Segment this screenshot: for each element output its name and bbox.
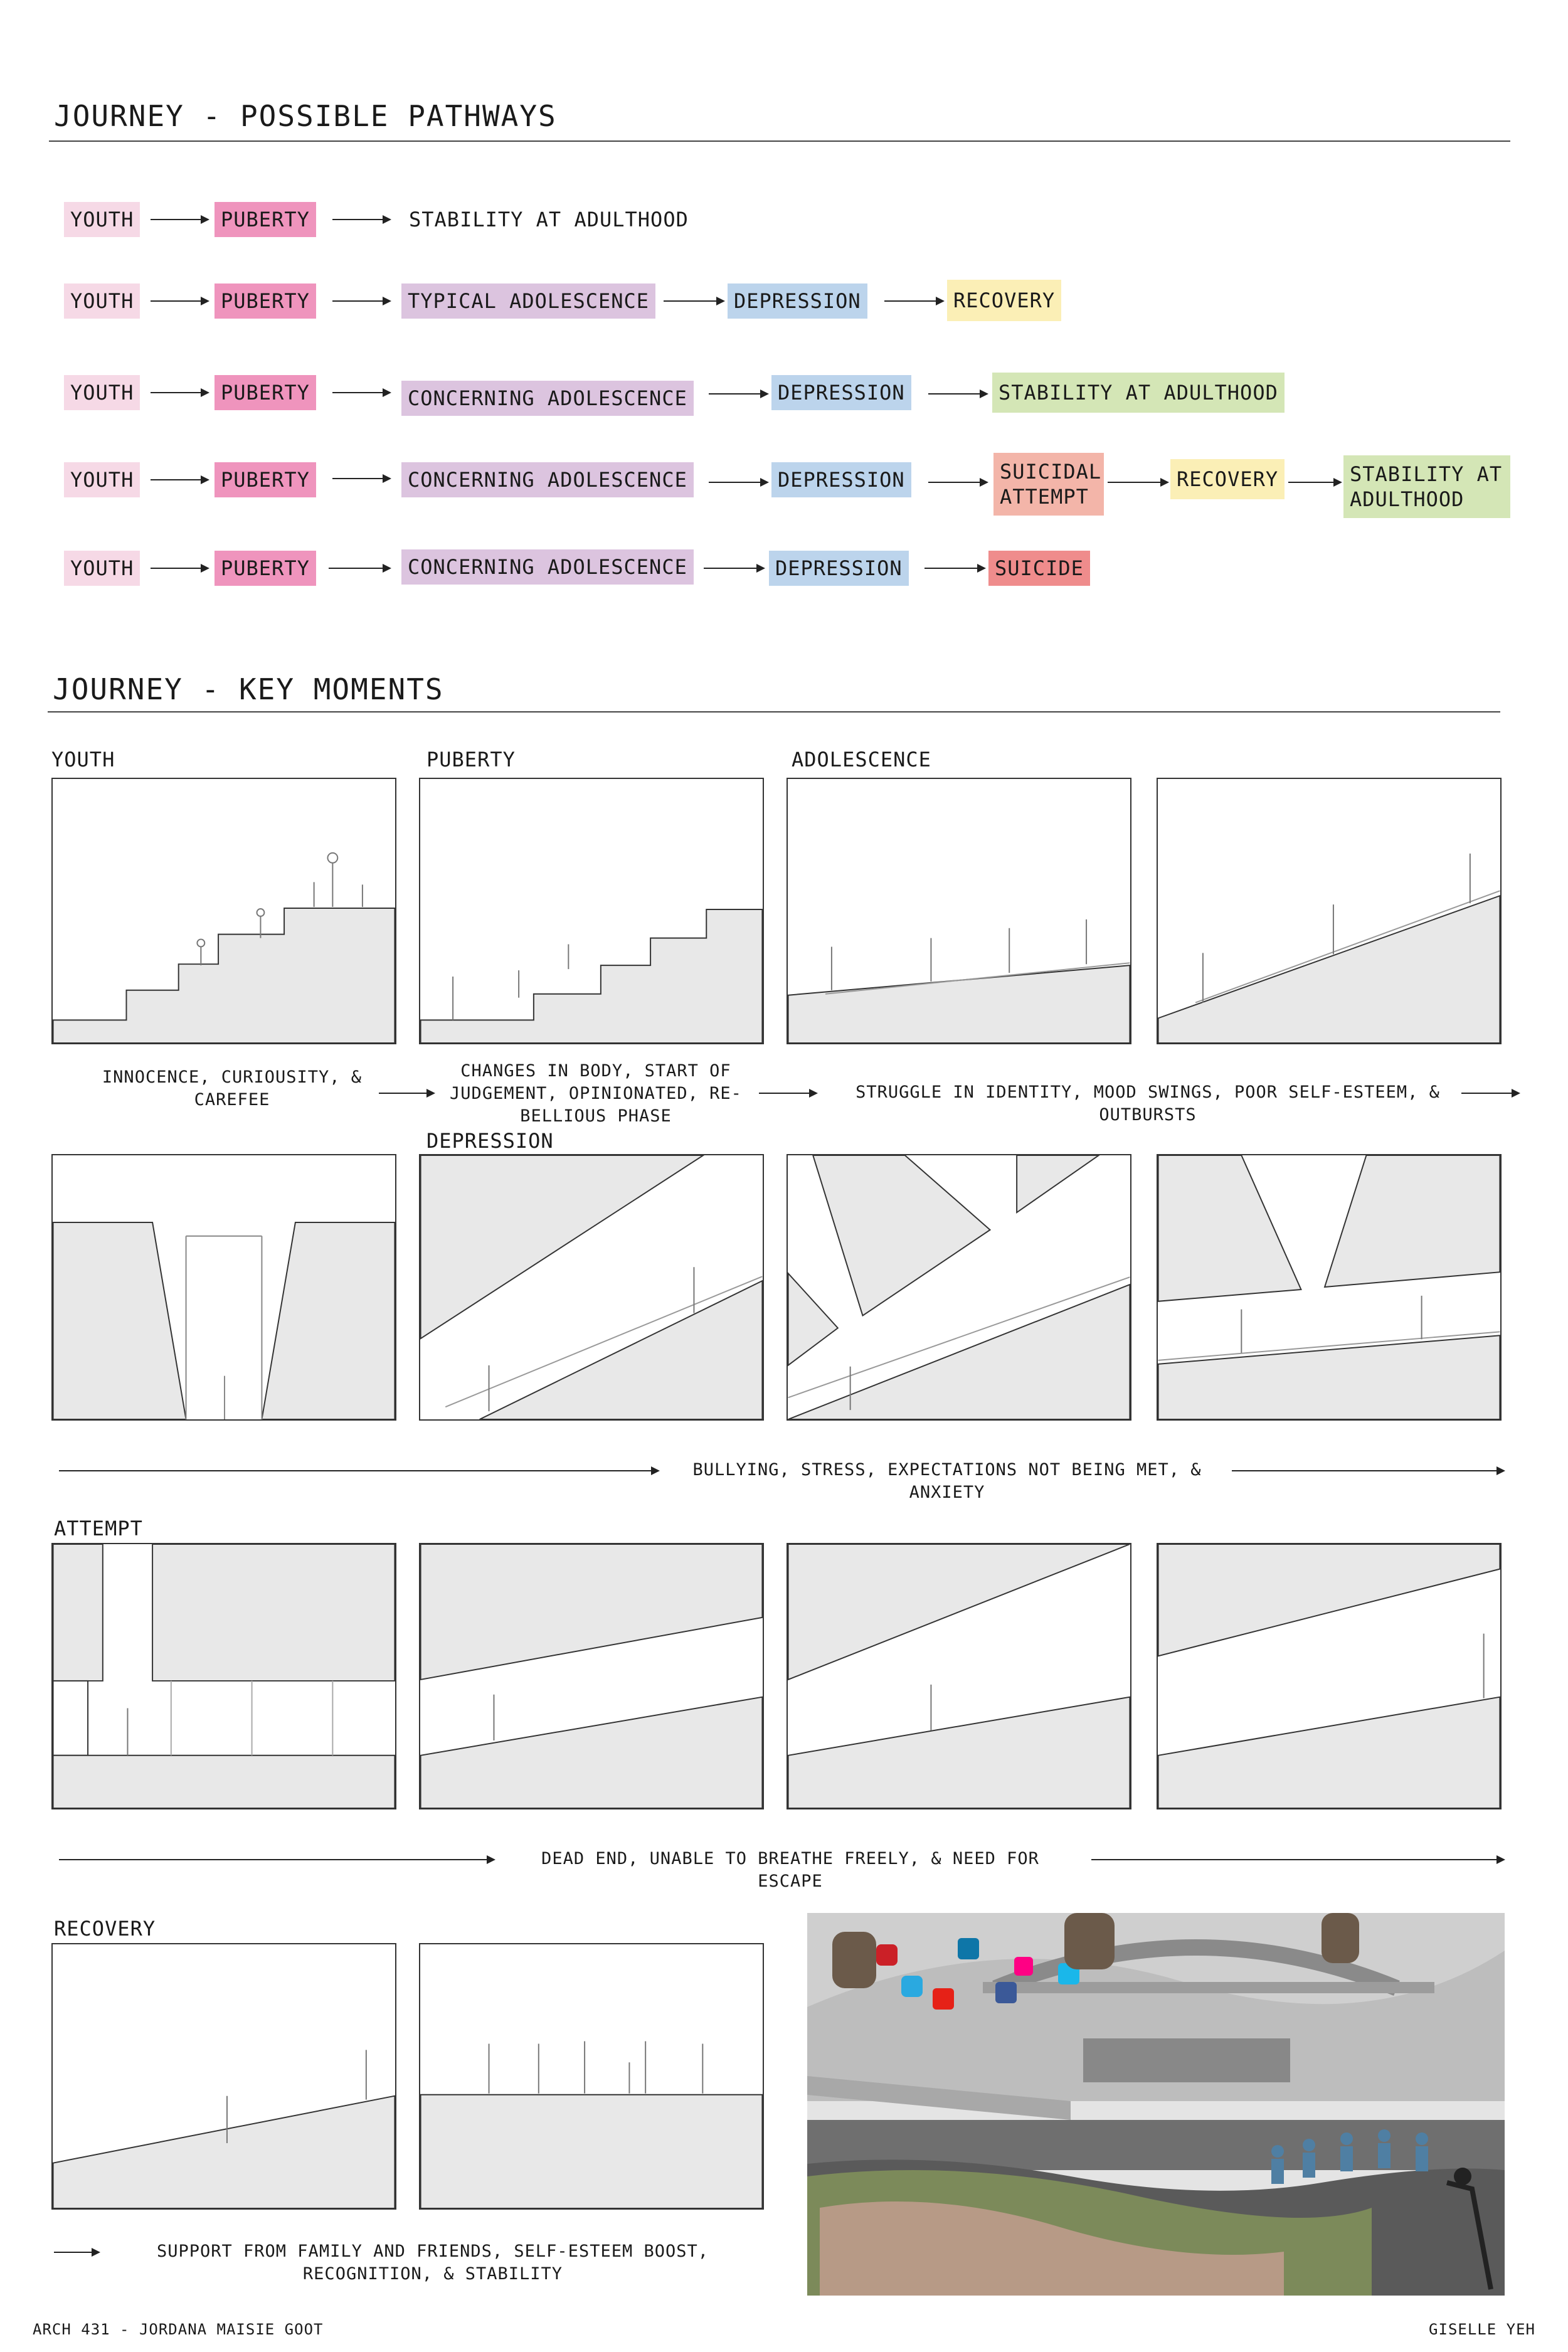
flow-arrow [1091,1859,1504,1860]
footer-course: ARCH 431 - JORDANA MAISIE GOOT [33,2321,324,2338]
flow-arrow [928,393,987,395]
label-attempt: ATTEMPT [54,1517,143,1540]
caption-recovery: SUPPORT FROM FAMILY AND FRIENDS, SELF-ESTEEM BOOST, RECOGNITION, & STABILITY [156,2242,709,2284]
flow-arrow [709,482,768,483]
flow-arrow [151,300,208,302]
caption-youth: INNOCENCE, CURIOUSITY, & CAREFEE [102,1067,363,1110]
panel-depression-shards [787,1154,1131,1421]
node-youth: YOUTH [64,375,140,410]
flow-arrow [59,1859,494,1860]
label-adolescence: ADOLESCENCE [792,748,931,771]
flow-arrow [1288,482,1341,483]
node-puberty: PUBERTY [215,551,316,586]
panel-attempt-band-3 [1157,1543,1502,1809]
panel-attempt-deadend [51,1543,396,1809]
node-youth: YOUTH [64,462,140,497]
flow-arrow [928,482,987,483]
panel-depression-pit [51,1154,396,1421]
pathways-title-rule [49,140,1510,142]
flow-arrow [379,1093,434,1094]
footer-author: GISELLE YEH [1429,2321,1535,2338]
panel-youth-stairs [51,778,396,1044]
node-depression: DEPRESSION [769,551,909,586]
caption-adolescence: STRUGGLE IN IDENTITY, MOOD SWINGS, POOR SELF-ESTEEM, & OUTBURSTS [856,1083,1440,1125]
flow-arrow [151,479,208,480]
node-stability: STABILITY AT ADULTHOOD [409,208,689,231]
label-depression: DEPRESSION [426,1129,554,1153]
panel-depression-corridor [1157,1154,1502,1421]
moments-title: JOURNEY - KEY MOMENTS [53,672,444,706]
node-recovery: RECOVERY [1170,459,1285,499]
node-suicide: SUICIDE [988,551,1090,586]
flow-arrow [664,300,724,302]
flow-arrow [924,568,985,569]
panel-attempt-band-1 [419,1543,764,1809]
node-attempt: SUICIDAL ATTEMPT [993,453,1104,516]
node-stability: STABILITY AT ADULTHOOD [1343,455,1510,518]
flow-arrow [709,393,768,395]
flow-arrow [59,1470,659,1471]
label-recovery: RECOVERY [54,1917,156,1941]
panel-recovery-slope [51,1943,396,2210]
label-puberty: PUBERTY [426,748,516,771]
flow-arrow [151,568,208,569]
panel-adolescence-slope-2 [1157,778,1502,1044]
node-puberty: PUBERTY [215,462,316,497]
panel-depression-wedge-1 [419,1154,764,1421]
flow-arrow [54,2252,99,2253]
panel-recovery-flat [419,1943,764,2210]
caption-depression: BULLYING, STRESS, EXPECTATIONS NOT BEING MET, & ANXIETY [692,1460,1202,1502]
flow-arrow [332,478,390,479]
label-youth: YOUTH [51,748,115,771]
node-adolescence: TYPICAL ADOLESCENCE [401,283,655,319]
node-depression: DEPRESSION [771,375,911,410]
photo-collage [807,1913,1505,2296]
flow-arrow [1232,1470,1504,1471]
flow-arrow [332,392,390,393]
flow-arrow [151,219,208,220]
node-puberty: PUBERTY [215,283,316,319]
flow-arrow [1461,1093,1519,1094]
caption-attempt: DEAD END, UNABLE TO BREATHE FREELY, & NEED FOR ESCAPE [541,1849,1039,1891]
moments-title-rule [48,711,1500,712]
caption-puberty: CHANGES IN BODY, START OF JUDGEMENT, OPINIONATED, RE-BELLIOUS PHASE [450,1061,742,1126]
node-puberty: PUBERTY [215,202,316,237]
node-youth: YOUTH [64,551,140,586]
node-adolescence: CONCERNING ADOLESCENCE [401,549,694,585]
panel-attempt-band-2 [787,1543,1131,1809]
pathways-title: JOURNEY - POSSIBLE PATHWAYS [54,99,557,133]
node-youth: YOUTH [64,283,140,319]
flow-arrow [704,568,764,569]
node-depression: DEPRESSION [771,462,911,497]
flow-arrow [884,300,943,302]
node-adolescence: CONCERNING ADOLESCENCE [401,462,694,497]
flow-arrow [1108,482,1168,483]
flow-arrow [329,568,390,569]
panel-adolescence-slope-1 [787,778,1131,1044]
panel-puberty-stairs [419,778,764,1044]
node-recovery: RECOVERY [947,280,1061,321]
node-stability: STABILITY AT ADULTHOOD [992,373,1285,413]
node-youth: YOUTH [64,202,140,237]
flow-arrow [151,392,208,393]
node-depression: DEPRESSION [728,283,867,319]
flow-arrow [332,219,390,220]
flow-arrow [332,300,390,302]
flow-arrow [759,1093,817,1094]
node-adolescence: CONCERNING ADOLESCENCE [401,381,694,416]
node-puberty: PUBERTY [215,375,316,410]
